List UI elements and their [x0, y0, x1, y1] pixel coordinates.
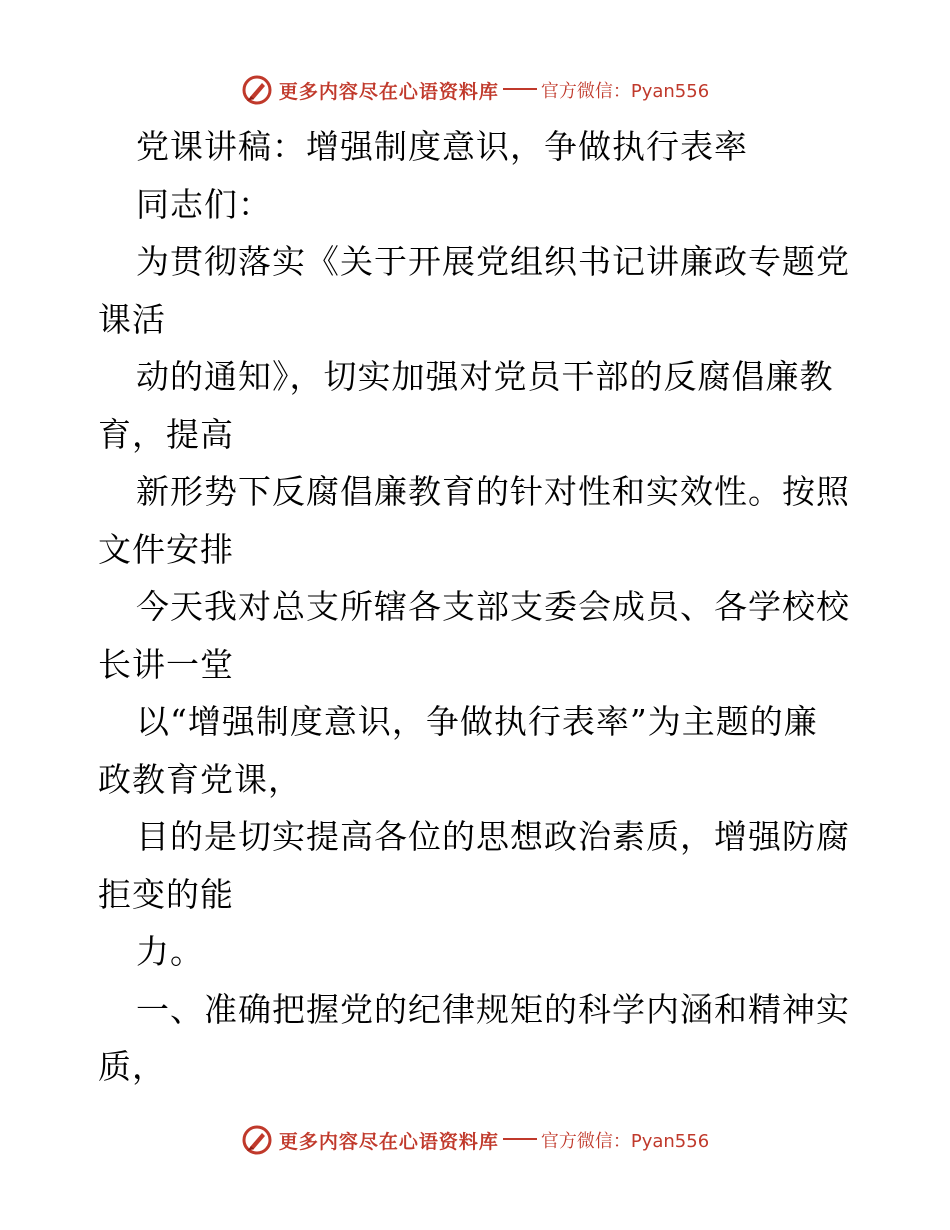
banner-divider: [503, 1138, 537, 1140]
text-line: 同志们：: [136, 184, 272, 224]
text-line: 今天我对总支所辖各支部支委会成员、各学校校: [136, 587, 850, 626]
text-line: 力。: [136, 932, 204, 971]
text-line: 文件安排: [98, 529, 234, 569]
text-line: 目的是切实提高各位的思想政治素质，增强防腐: [136, 817, 850, 856]
pen-circle-logo-icon: [241, 1124, 273, 1156]
banner-title: 更多内容尽在心语资料库: [278, 80, 499, 103]
text-line: 新形势下反腐倡廉教育的针对性和实效性。按照: [136, 472, 850, 511]
header-banner: [0, 70, 950, 110]
text-line: 长讲一堂: [98, 644, 234, 684]
banner-divider: [503, 88, 537, 90]
pen-circle-logo-icon: [241, 74, 273, 106]
banner-contact: 官方微信：Pyan556: [540, 1131, 710, 1152]
text-line: 政教育党课，: [98, 759, 302, 799]
text-line: 动的通知》，切实加强对党员干部的反腐倡廉教: [136, 357, 834, 396]
text-line: 育，提高: [98, 414, 234, 454]
text-line: 为贯彻落实《关于开展党组织书记讲廉政专题党: [136, 242, 850, 281]
banner-contact: 官方微信：Pyan556: [540, 81, 710, 102]
text-line: 一、准确把握党的纪律规矩的科学内涵和精神实: [136, 989, 850, 1029]
footer-banner: [0, 1120, 950, 1160]
document-title: 党课讲稿：增强制度意识，争做执行表率: [136, 127, 748, 166]
document-body: [98, 118, 858, 1096]
banner-title: 更多内容尽在心语资料库: [278, 1130, 499, 1153]
text-line: 课活: [98, 299, 166, 339]
text-line: 以“增强制度意识，争做执行表率”为主题的廉: [136, 702, 818, 741]
text-line: 质，: [98, 1047, 166, 1086]
text-line: 拒变的能: [98, 874, 234, 914]
